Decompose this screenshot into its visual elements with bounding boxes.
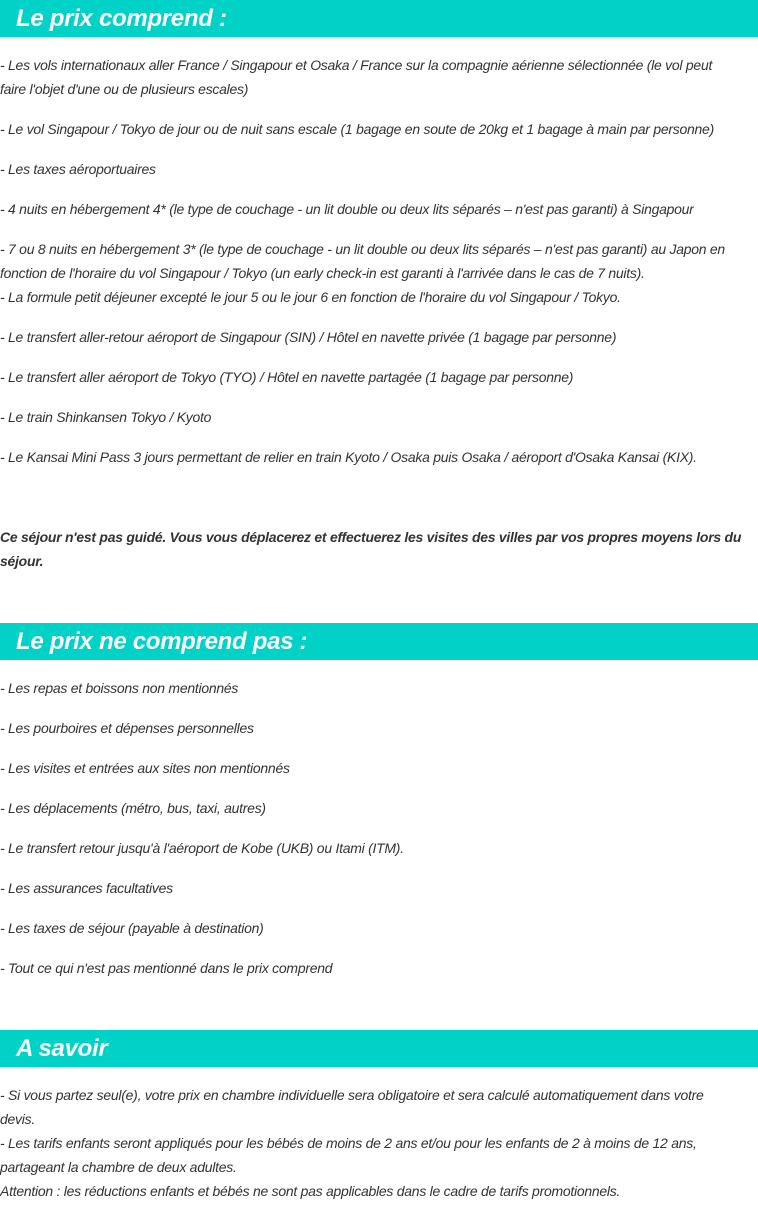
info-line: - Les tarifs enfants seront appliqués pour les bébés de moins de 2 ans et/ou pour les enfants de 2 à moins de 12 ans, bbox=[0, 1135, 697, 1151]
included-line: - Le train Shinkansen Tokyo / Kyoto bbox=[0, 409, 212, 425]
included-line: - Les vols internationaux aller France / Singapour et Osaka / France sur la compagnie aérienne sélectionnée (le vol peut bbox=[0, 57, 713, 73]
excluded-section-title: Le prix ne comprend pas : bbox=[16, 627, 308, 655]
not-guided-note: Ce séjour n'est pas guidé. Vous vous déplacerez et effectuerez les visites des villes par vos propres moyens lors du bbox=[0, 529, 742, 545]
excluded-line: - Le transfert retour jusqu'à l'aéroport de Kobe (UKB) ou Itami (ITM). bbox=[0, 840, 404, 856]
included-line: fonction de l'horaire du vol Singapour / Tokyo (un early check-in est garanti à l'arrivée dans le cas de 7 nuits). bbox=[0, 265, 645, 281]
info-line: Attention : les réductions enfants et bébés ne sont pas applicables dans le cadre de tarifs promotionnels. bbox=[0, 1183, 621, 1199]
excluded-section-header bbox=[0, 623, 758, 660]
included-line: faire l'objet d'une ou de plusieurs escales) bbox=[0, 81, 249, 97]
included-line: - Le transfert aller-retour aéroport de Singapour (SIN) / Hôtel en navette privée (1 bagage par personne) bbox=[0, 329, 617, 345]
info-line: devis. bbox=[0, 1111, 35, 1127]
info-line: - Si vous partez seul(e), votre prix en chambre individuelle sera obligatoire et sera calculé automatiquement dans votre bbox=[0, 1087, 704, 1103]
included-section-title: Le prix comprend : bbox=[16, 4, 227, 32]
excluded-line: - Les repas et boissons non mentionnés bbox=[0, 680, 239, 696]
excluded-line: - Les assurances facultatives bbox=[0, 880, 173, 896]
info-section-title: A savoir bbox=[16, 1034, 108, 1062]
included-line: - 7 ou 8 nuits en hébergement 3* (le type de couchage - un lit double ou deux lits séparés – n'est pas garanti) au Japon en bbox=[0, 241, 725, 257]
included-section-header bbox=[0, 0, 758, 37]
excluded-line: - Les déplacements (métro, bus, taxi, autres) bbox=[0, 800, 266, 816]
included-line: - La formule petit déjeuner excepté le jour 5 ou le jour 6 en fonction de l'horaire du vol Singapour / Tokyo. bbox=[0, 289, 621, 305]
excluded-line: - Les taxes de séjour (payable à destination) bbox=[0, 920, 264, 936]
included-line: - Le vol Singapour / Tokyo de jour ou de nuit sans escale (1 bagage en soute de 20kg et 1 bagage à main par personne) bbox=[0, 121, 714, 137]
included-line: - Les taxes aéroportuaires bbox=[0, 161, 156, 177]
info-section-header bbox=[0, 1030, 758, 1067]
excluded-line: - Les visites et entrées aux sites non mentionnés bbox=[0, 760, 290, 776]
included-line: - 4 nuits en hébergement 4* (le type de couchage - un lit double ou deux lits séparés – n'est pas garanti) à Singapour bbox=[0, 201, 694, 217]
excluded-line: - Tout ce qui n'est pas mentionné dans le prix comprend bbox=[0, 960, 333, 976]
included-line: - Le Kansai Mini Pass 3 jours permettant de relier en train Kyoto / Osaka puis Osaka / aéroport d'Osaka Kansai (KIX). bbox=[0, 449, 697, 465]
excluded-line: - Les pourboires et dépenses personnelles bbox=[0, 720, 254, 736]
not-guided-note: séjour. bbox=[0, 553, 44, 569]
included-line: - Le transfert aller aéroport de Tokyo (TYO) / Hôtel en navette partagée (1 bagage par personne) bbox=[0, 369, 574, 385]
info-line: partageant la chambre de deux adultes. bbox=[0, 1159, 237, 1175]
